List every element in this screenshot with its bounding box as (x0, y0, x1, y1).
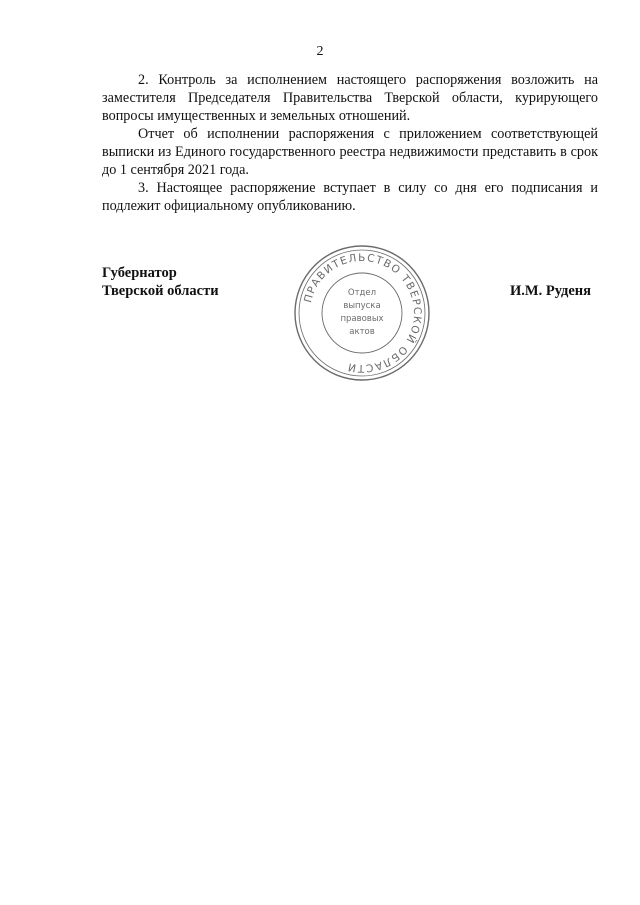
paragraph-control: 2. Контроль за исполнением настоящего распоряжения возложить на заместителя Председателя Правительства Тверской области, курирующего вопросы имущественных и земельных отношений. (102, 72, 598, 124)
document-body (102, 71, 598, 215)
stamp-seal-icon (292, 243, 432, 383)
stamp-inner-line-1: Отдел (347, 288, 377, 298)
stamp-inner-line-4: актов (349, 327, 375, 337)
paragraph-effective: 3. Настоящее распоряжение вступает в силу со дня его подписания и подлежит официальному опубликованию. (102, 180, 598, 214)
signatory-position-line2: Тверской области (102, 283, 219, 299)
signatory-position-line1: Губернатор (102, 265, 177, 281)
signatory-name: И.М. Руденя (510, 283, 592, 299)
stamp-outer-text: ПРАВИТЕЛЬСТВО ТВЕРСКОЙ ОБЛАСТИ (302, 251, 424, 375)
signatory-position (102, 264, 219, 300)
page-number: 2 (316, 44, 324, 59)
paragraph-report: Отчет об исполнении распоряжения с приложением соответствующей выписки из Единого государственного реестра недвижимости представить в срок до 1 сентября 2021 года. (102, 126, 598, 178)
stamp-inner-line-3: правовых (340, 314, 384, 324)
stamp-inner-line-2: выпуска (343, 301, 381, 311)
official-stamp (292, 243, 432, 383)
